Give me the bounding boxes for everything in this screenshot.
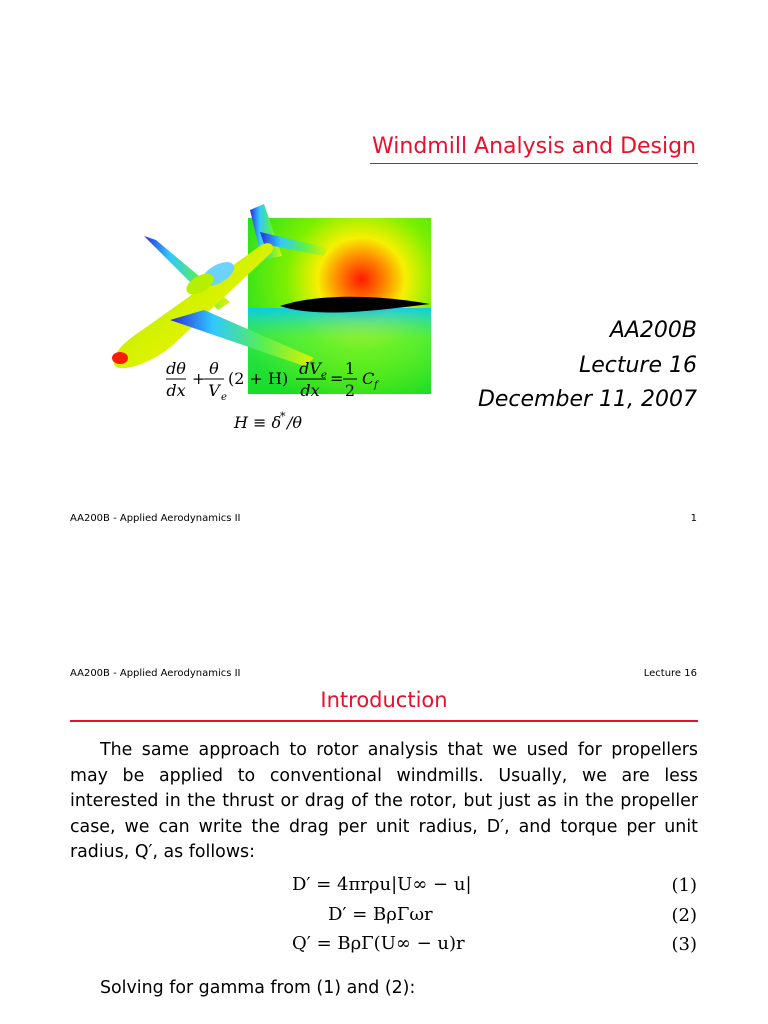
- svg-text:dV: dV: [299, 359, 321, 378]
- svg-text:/θ: /θ: [287, 413, 303, 432]
- section-title: Introduction: [320, 688, 448, 712]
- header-course-name: AA200B - Applied Aerodynamics II: [70, 668, 241, 679]
- page-number: 1: [690, 513, 697, 524]
- svg-text:=: =: [330, 369, 344, 388]
- svg-text:f: f: [374, 380, 378, 391]
- lecture-date: December 11, 2007: [477, 387, 697, 412]
- slide-title: Windmill Analysis and Design: [372, 134, 697, 159]
- svg-text:e: e: [321, 370, 327, 381]
- section-title-underline: [70, 720, 698, 722]
- equation-3: Q′ = BρΓ(U∞ − u)r: [292, 933, 465, 954]
- svg-text:e: e: [221, 392, 227, 403]
- header-lecture: Lecture 16: [643, 668, 697, 679]
- footer-course-name: AA200B - Applied Aerodynamics II: [70, 513, 241, 524]
- svg-text:C: C: [362, 369, 375, 388]
- svg-text:dx: dx: [166, 381, 186, 400]
- boundary-layer-equation: [166, 359, 380, 432]
- equation-1-number: (1): [671, 875, 697, 896]
- title-underline: [370, 163, 698, 164]
- equation-3-number: (3): [671, 934, 697, 955]
- svg-text:H ≡ δ: H ≡ δ: [234, 413, 282, 432]
- cover-figure: [100, 198, 436, 444]
- svg-text:*: *: [280, 410, 286, 423]
- lecture-number: Lecture 16: [578, 353, 697, 378]
- equation-2-number: (2): [671, 905, 697, 926]
- svg-text:dθ: dθ: [166, 359, 186, 378]
- intro-paragraph: The same approach to rotor analysis that we used for propellers may be applied to conventional windmills. Usually, we are less interested in the thrust or drag of the rotor, but just as in the propeller case, we can write the drag per unit radius, D′, and torque per unit radius, Q′, as follows:: [70, 740, 698, 862]
- svg-text:1: 1: [344, 359, 356, 378]
- svg-text:V: V: [208, 381, 220, 400]
- svg-text:θ: θ: [209, 359, 219, 378]
- svg-text:2: 2: [344, 381, 356, 400]
- svg-text:(2 + H): (2 + H): [228, 369, 289, 388]
- course-code: AA200B: [609, 318, 697, 343]
- equation-1: D′ = 4πrρu|U∞ − u|: [292, 874, 472, 895]
- solving-text: Solving for gamma from (1) and (2):: [100, 978, 416, 998]
- svg-text:dx: dx: [300, 381, 320, 400]
- equation-2: D′ = BρΓωr: [328, 904, 433, 925]
- svg-text:+: +: [192, 369, 206, 388]
